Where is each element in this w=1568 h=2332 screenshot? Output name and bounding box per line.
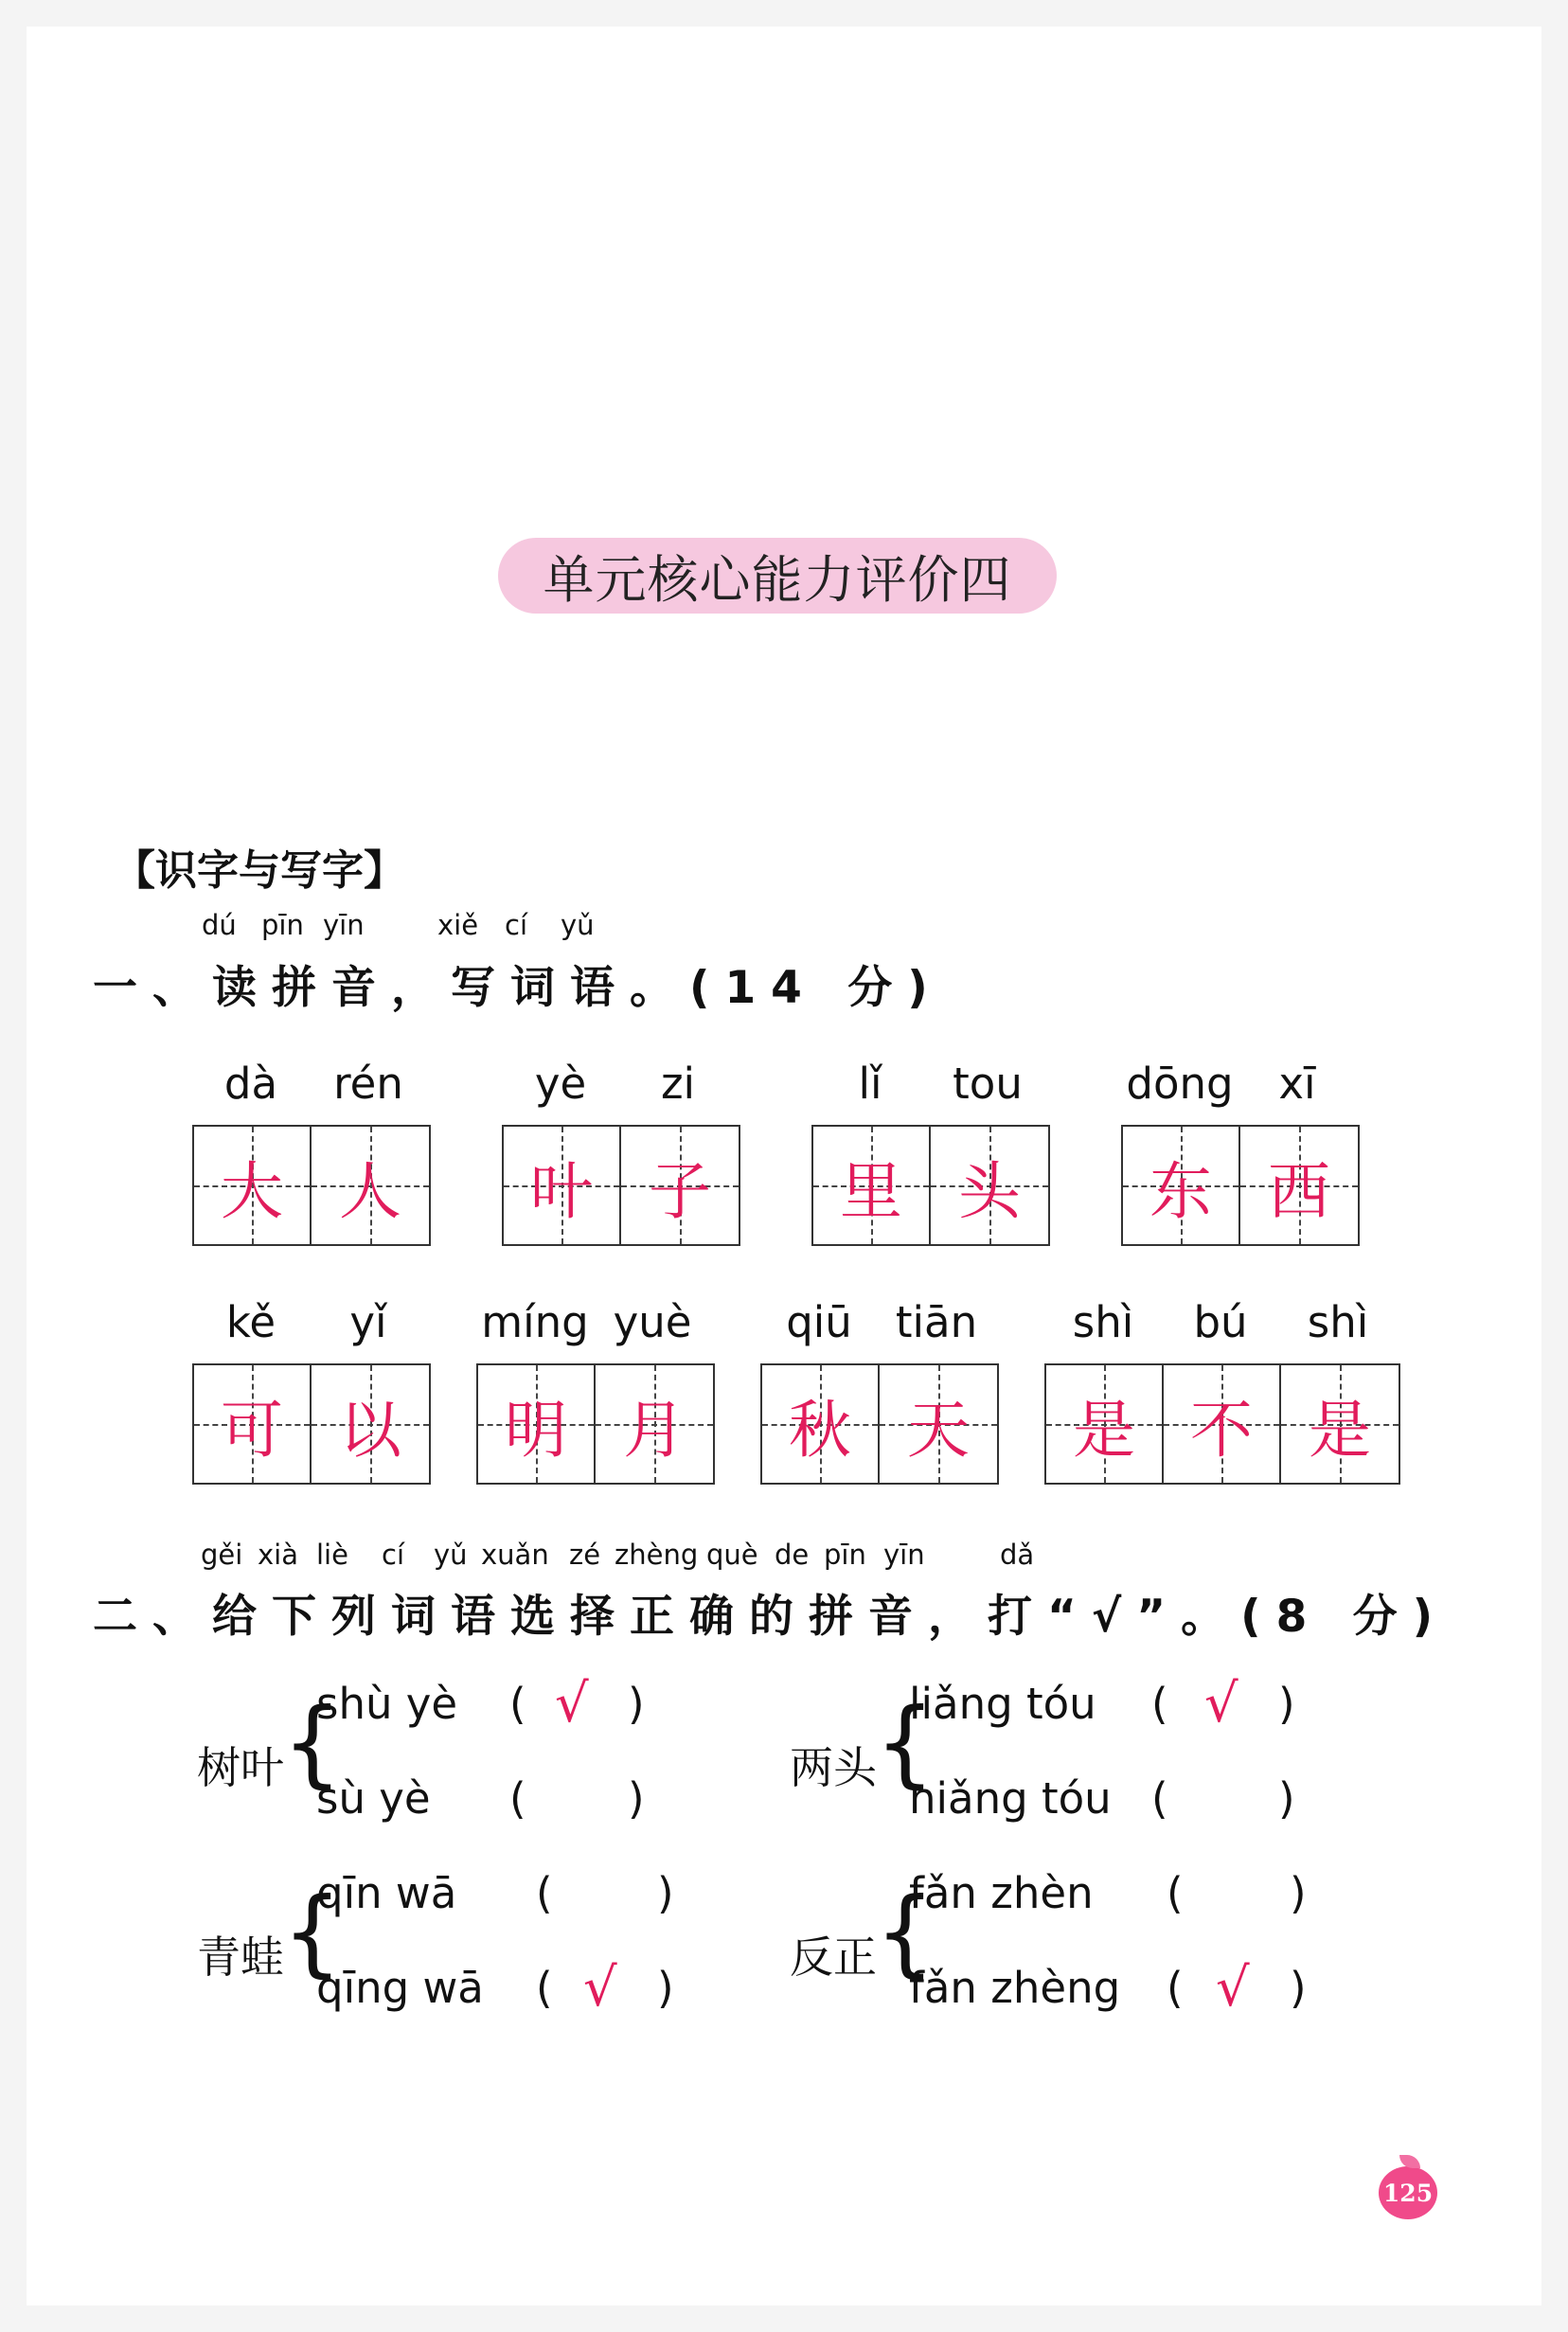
word-pinyin: yè bbox=[534, 1059, 587, 1109]
page-title: 单元核心能力评价四 bbox=[498, 538, 1057, 614]
word-pinyin: kě bbox=[225, 1297, 276, 1347]
check-mark[interactable]: √ bbox=[1216, 1957, 1250, 2019]
q2-pinyin: zhèng bbox=[615, 1539, 699, 1571]
writing-grid bbox=[192, 1125, 431, 1246]
word-group bbox=[1121, 1059, 1358, 1248]
word-group bbox=[476, 1297, 713, 1486]
writing-cell[interactable] bbox=[194, 1127, 312, 1244]
writing-cell[interactable] bbox=[1046, 1365, 1164, 1483]
writing-cell[interactable] bbox=[1164, 1365, 1281, 1483]
writing-grid bbox=[192, 1363, 431, 1485]
brace: { bbox=[875, 1877, 935, 1987]
q2-pinyin: gěi bbox=[201, 1539, 243, 1571]
writing-grid bbox=[1121, 1125, 1360, 1246]
writing-cell[interactable] bbox=[762, 1365, 880, 1483]
answer-paren-open: ( bbox=[536, 1868, 553, 1918]
pinyin-option: qīn wā bbox=[316, 1868, 457, 1918]
writing-grid bbox=[760, 1363, 999, 1485]
choice-word: 树叶 bbox=[197, 1742, 284, 1793]
q2-pinyin: xià bbox=[258, 1539, 298, 1571]
writing-cell[interactable] bbox=[1281, 1365, 1399, 1483]
q2-pinyin: de bbox=[775, 1539, 810, 1571]
written-char: 东 bbox=[1149, 1154, 1212, 1228]
written-char: 是 bbox=[1309, 1393, 1371, 1467]
q2-pinyin: xuǎn bbox=[481, 1539, 549, 1571]
check-mark[interactable]: √ bbox=[583, 1957, 617, 2019]
written-char: 月 bbox=[623, 1393, 686, 1467]
answer-paren-open: ( bbox=[509, 1773, 526, 1824]
written-char: 叶 bbox=[530, 1154, 593, 1228]
choice-word: 两头 bbox=[790, 1742, 877, 1793]
writing-cell[interactable] bbox=[621, 1127, 739, 1244]
written-char: 不 bbox=[1190, 1393, 1253, 1467]
apple-leaf-icon bbox=[1399, 2155, 1420, 2168]
word-group bbox=[192, 1059, 429, 1248]
writing-cell[interactable] bbox=[813, 1127, 931, 1244]
answer-paren-close: ) bbox=[1278, 1773, 1295, 1824]
pinyin-option: niǎng tóu bbox=[909, 1773, 1112, 1824]
written-char: 是 bbox=[1073, 1393, 1135, 1467]
writing-cell[interactable] bbox=[194, 1365, 312, 1483]
written-char: 大 bbox=[221, 1154, 283, 1228]
answer-paren-close: ) bbox=[1278, 1679, 1295, 1729]
page-number-badge bbox=[1379, 2166, 1437, 2219]
pinyin-option: fǎn zhèng bbox=[909, 1963, 1121, 2013]
written-char: 天 bbox=[907, 1393, 970, 1467]
answer-paren-open: ( bbox=[1151, 1679, 1168, 1729]
written-char: 头 bbox=[958, 1154, 1021, 1228]
writing-cell[interactable] bbox=[931, 1127, 1048, 1244]
choice-group bbox=[197, 1673, 727, 1840]
answer-paren-close: ) bbox=[657, 1963, 674, 2013]
writing-cell[interactable] bbox=[478, 1365, 596, 1483]
check-mark[interactable]: √ bbox=[555, 1673, 589, 1735]
pinyin-option: liǎng tóu bbox=[909, 1679, 1096, 1729]
brace: { bbox=[282, 1687, 343, 1798]
written-char: 人 bbox=[339, 1154, 401, 1228]
answer-paren-close: ) bbox=[1290, 1868, 1307, 1918]
q1-instruction: 一、读拼音，写词语。(14 分) bbox=[93, 962, 943, 1014]
written-char: 明 bbox=[505, 1393, 567, 1467]
worksheet-page bbox=[27, 27, 1541, 2305]
writing-cell[interactable] bbox=[596, 1365, 713, 1483]
word-pinyin: zi bbox=[660, 1059, 696, 1109]
choice-group bbox=[790, 1868, 1320, 2029]
answer-paren-open: ( bbox=[1167, 1963, 1184, 2013]
word-pinyin: yǐ bbox=[349, 1297, 387, 1347]
q2-pinyin: què bbox=[706, 1539, 758, 1571]
q2-pinyin: cí bbox=[382, 1539, 405, 1571]
word-group bbox=[502, 1059, 739, 1248]
check-mark[interactable]: √ bbox=[1204, 1673, 1238, 1735]
q1-pinyin: dú bbox=[202, 909, 237, 941]
writing-cell[interactable] bbox=[880, 1365, 997, 1483]
word-pinyin: rén bbox=[333, 1059, 403, 1109]
answer-paren-close: ) bbox=[1290, 1963, 1307, 2013]
writing-grid bbox=[811, 1125, 1050, 1246]
q1-pinyin: yīn bbox=[323, 909, 365, 941]
word-pinyin: tiān bbox=[895, 1297, 978, 1347]
word-pinyin: yuè bbox=[613, 1297, 692, 1347]
pinyin-option: fǎn zhèn bbox=[909, 1868, 1094, 1918]
written-char: 子 bbox=[649, 1154, 711, 1228]
writing-grid bbox=[502, 1125, 740, 1246]
q2-pinyin: yǔ bbox=[434, 1539, 468, 1571]
page-number: 125 bbox=[1382, 2179, 1434, 2207]
pinyin-option: sù yè bbox=[316, 1773, 431, 1824]
writing-grid bbox=[476, 1363, 715, 1485]
q2-pinyin: liè bbox=[316, 1539, 348, 1571]
word-group bbox=[811, 1059, 1048, 1248]
written-char: 可 bbox=[221, 1393, 283, 1467]
q1-pinyin: xiě bbox=[437, 909, 479, 941]
word-group bbox=[192, 1297, 429, 1486]
word-pinyin: xī bbox=[1278, 1059, 1316, 1109]
word-pinyin: shì bbox=[1072, 1297, 1134, 1347]
written-char: 西 bbox=[1268, 1154, 1330, 1228]
written-char: 以 bbox=[339, 1393, 401, 1467]
answer-paren-close: ) bbox=[628, 1679, 645, 1729]
q2-pinyin: pīn bbox=[824, 1539, 866, 1571]
answer-paren-open: ( bbox=[1151, 1773, 1168, 1824]
choice-word: 反正 bbox=[790, 1931, 877, 1983]
q2-pinyin: dǎ bbox=[1000, 1539, 1035, 1571]
word-pinyin: qiū bbox=[786, 1297, 852, 1347]
written-char: 里 bbox=[840, 1154, 902, 1228]
answer-paren-open: ( bbox=[536, 1963, 553, 2013]
word-pinyin: míng bbox=[481, 1297, 589, 1347]
pinyin-option: shù yè bbox=[316, 1679, 458, 1729]
word-group bbox=[760, 1297, 997, 1486]
word-pinyin: dà bbox=[223, 1059, 278, 1109]
choice-group bbox=[790, 1673, 1320, 1840]
writing-cell[interactable] bbox=[504, 1127, 621, 1244]
brace: { bbox=[875, 1687, 935, 1798]
pinyin-option: qīng wā bbox=[316, 1963, 484, 2013]
section-heading: 【识字与写字】 bbox=[114, 846, 405, 895]
q1-pinyin: pīn bbox=[261, 909, 304, 941]
q2-instruction: 二、给下列词语选择正确的拼音，打“√”。(8 分) bbox=[93, 1591, 1449, 1643]
choice-group bbox=[197, 1868, 727, 2029]
writing-cell[interactable] bbox=[312, 1365, 429, 1483]
choice-word: 青蛙 bbox=[197, 1931, 284, 1983]
q1-pinyin: cí bbox=[505, 909, 528, 941]
q1-pinyin: yǔ bbox=[561, 909, 595, 941]
writing-grid bbox=[1044, 1363, 1400, 1485]
word-pinyin: bú bbox=[1193, 1297, 1248, 1347]
answer-paren-open: ( bbox=[1167, 1868, 1184, 1918]
answer-paren-open: ( bbox=[509, 1679, 526, 1729]
word-pinyin: shì bbox=[1307, 1297, 1369, 1347]
writing-cell[interactable] bbox=[1240, 1127, 1358, 1244]
writing-cell[interactable] bbox=[312, 1127, 429, 1244]
answer-paren-close: ) bbox=[628, 1773, 645, 1824]
word-group bbox=[1044, 1297, 1399, 1486]
writing-cell[interactable] bbox=[1123, 1127, 1240, 1244]
word-pinyin: lǐ bbox=[858, 1059, 882, 1109]
word-pinyin: tou bbox=[953, 1059, 1023, 1109]
written-char: 秋 bbox=[789, 1393, 851, 1467]
q2-pinyin: yīn bbox=[883, 1539, 925, 1571]
q2-pinyin: zé bbox=[569, 1539, 601, 1571]
answer-paren-close: ) bbox=[657, 1868, 674, 1918]
word-pinyin: dōng bbox=[1126, 1059, 1234, 1109]
brace: { bbox=[282, 1877, 343, 1987]
